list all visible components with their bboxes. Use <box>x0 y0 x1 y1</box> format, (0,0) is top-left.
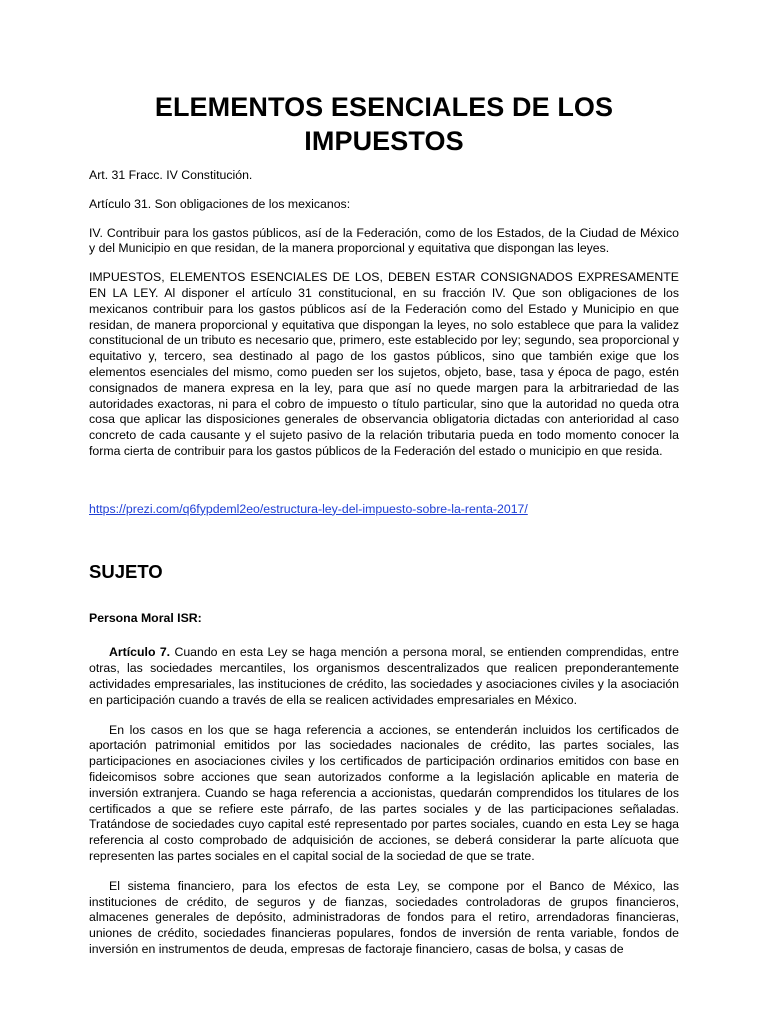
prezi-link[interactable]: https://prezi.com/q6fypdeml2eo/estructura-ley-del-impuesto-sobre-la-renta-2017/ <box>89 501 528 516</box>
acciones-paragraph: En los casos en los que se haga referencia a acciones, se entenderán incluidos los certificados de aportación patrimonial emitidos por las sociedades nacionales de crédito, las partes sociales, las participaciones en asociaciones civiles y los certificados de participación ordinarios emitidos con base en fideicomisos sobre acciones que sean autorizados conforme a la legislación aplicable en materia de inversión extranjera. Cuando se haga referencia a accionistas, quedarán comprendidos los titulares de los certificados a que se refiere este párrafo, de las partes sociales y de las participaciones señaladas. Tratándose de sociedades cuyo capital esté representado por partes sociales, cuando en esta Ley se haga referencia al costo comprobado de adquisición de acciones, se deberá considerar la parte alícuota que representen las partes sociales en el capital social de la sociedad de que se trate. <box>89 722 679 863</box>
article-31-line: Artículo 31. Son obligaciones de los mexicanos: <box>89 196 351 211</box>
document-title: ELEMENTOS ESENCIALES DE LOS IMPUESTOS <box>154 92 614 156</box>
article-7-label: Artículo 7. <box>109 645 171 660</box>
article-7-text: Cuando en esta Ley se haga mención a persona moral, se entienden comprendidas, entre otras, las sociedades mercantiles, los organismos descentralizados que realicen preponderantemente actividades empresariales, las instituciones de crédito, las sociedades y asociaciones civiles y la asociación en participación cuando a través de ella se realicen actividades empresariales en México. <box>89 645 679 707</box>
sistema-financiero-paragraph: El sistema financiero, para los efectos de esta Ley, se compone por el Banco de México, las instituciones de crédito, de seguros y de fianzas, sociedades controladoras de grupos financieros, almacenes generales de depósito, administradoras de fondos para el retiro, arrendadoras financieras, uniones de crédito, sociedades financieras populares, fondos de inversión de renta variable, fondos de inversión en instrumentos de deuda, empresas de factoraje financiero, casas de bolsa, y casas de <box>89 878 679 956</box>
thesis-paragraph: IMPUESTOS, ELEMENTOS ESENCIALES DE LOS, DEBEN ESTAR CONSIGNADOS EXPRESAMENTE EN LA LEY. Al disponer el artículo 31 constitucional, en su fracción IV. Que son obligaciones de los mexicanos contribuir para los gastos públicos así de la Federación como del Estado y Municipio en que residan, de manera proporcional y equitativa que dispongan la leyes, no solo establece que para la validez constitucional de un tributo es necesario que, primero, este establecido por ley; segundo, sea proporcional y equitativo y, tercero, sea destinado al pago de los gastos públicos, sino que también exige que los elementos esenciales del mismo, como pueden ser los sujetos, objeto, base, tasa y época de pago, estén consignados de manera expresa en la ley, para que así no quede margen para la arbitrariedad de las autoridades exactoras, ni para el cobro de impuesto o título particular, sino que la autoridad no queda otra cosa que aplicar las disposiciones generales de observancia obligatoria dictadas con anterioridad al caso concreto de cada causante y el sujeto pasivo de la relación tributaria pueda en todo momento conocer la forma cierta de contribuir para los gastos públicos de la Federación del estado o municipio en que resida. <box>89 270 679 458</box>
constitution-reference: Art. 31 Fracc. IV Constitución. <box>89 168 253 182</box>
subheading-persona-moral: Persona Moral ISR: <box>89 610 202 625</box>
section-heading-sujeto: SUJETO <box>89 560 163 582</box>
reference-link-line <box>89 502 679 518</box>
article-7-paragraph <box>89 645 679 708</box>
fraction-iv-paragraph: IV. Contribuir para los gastos públicos, así de la Federación, como de los Estados, de la Ciudad de México y del Municipio en que residan, de la manera proporcional y equitativa que dispongan las leyes. <box>89 225 679 256</box>
